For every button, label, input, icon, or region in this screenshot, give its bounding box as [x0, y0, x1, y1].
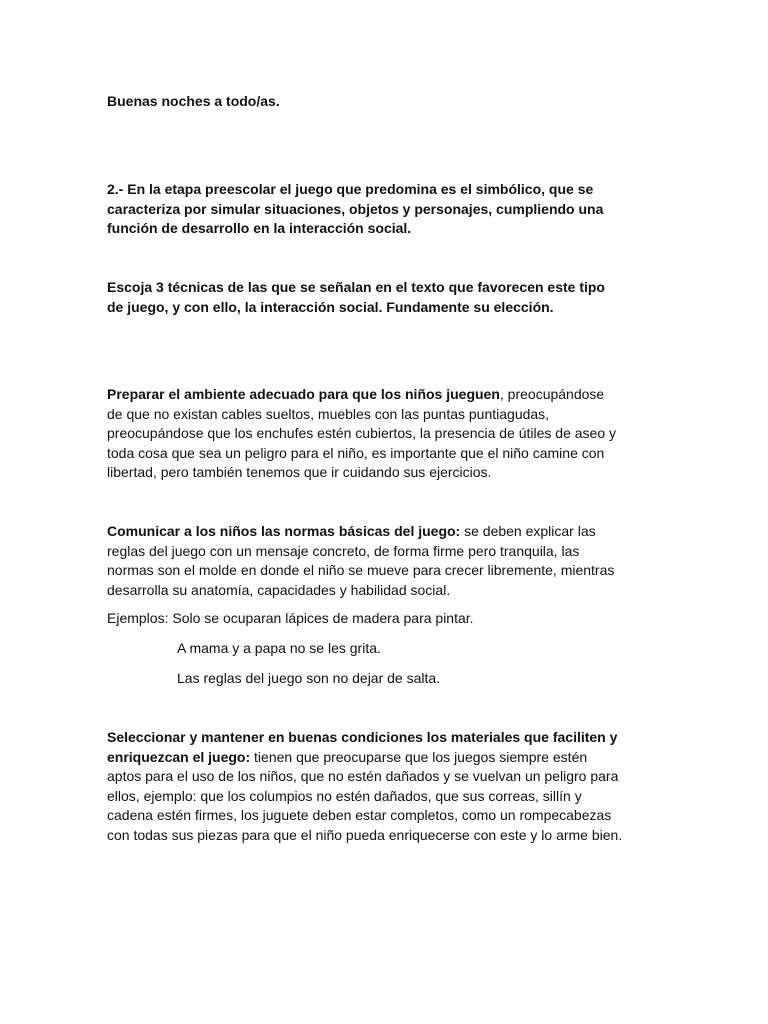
- technique-1-line: libertad, pero también tenemos que ir cuidando sus ejercicios.: [107, 464, 492, 480]
- technique-3-line: aptos para el uso de los niños, que no estén dañados y se vuelvan un peligro para: [107, 768, 619, 784]
- example-line: [107, 609, 667, 629]
- greeting-line: Buenas noches a todo/as.: [107, 93, 280, 109]
- technique-3-heading-end: enriquezcan el juego:: [107, 748, 251, 765]
- technique-2-paragraph: [107, 522, 667, 600]
- technique-1-first-line-rest: , preocupándose: [499, 386, 605, 402]
- technique-1-line: preocupándose que los enchufes estén cubiertos, la presencia de útiles de aseo y: [107, 425, 617, 441]
- technique-2-first-line-rest: se deben explicar las: [460, 523, 596, 539]
- technique-3-second-line-rest: tienen que preocuparse que los juegos siempre estén: [250, 748, 588, 765]
- technique-3-line: con todas sus piezas para que el niño pueda enriquecerse con este y lo arme bien.: [107, 826, 623, 843]
- technique-1-first-line: [107, 385, 667, 405]
- technique-3-paragraph: [107, 728, 667, 845]
- technique-2-line: normas son el molde en donde el niño se mueve para crecer libremente, mientras: [107, 562, 615, 578]
- technique-2-line: reglas del juego con un mensaje concreto, de forma firme pero tranquila, las: [107, 542, 580, 559]
- technique-3-heading-line: Seleccionar y mantener en buenas condiciones los materiales que faciliten y: [107, 729, 618, 745]
- example-item: A mama y a papa no se les grita.: [177, 640, 381, 656]
- technique-1-line: de que no existan cables sueltos, muebles con las puntas puntiagudas,: [107, 405, 550, 422]
- examples-first: [107, 609, 667, 629]
- question-line: caracteriza por simular situaciones, objetos y personajes, cumpliendo una: [107, 200, 604, 217]
- example-second: [177, 639, 657, 659]
- example-item: Las reglas del juego son no dejar de salta.: [177, 670, 441, 686]
- question-paragraph: [107, 180, 667, 239]
- technique-1-paragraph: [107, 385, 667, 483]
- instruction-paragraph: [107, 278, 667, 317]
- instruction-line: Escoja 3 técnicas de las que se señalan en el texto que favorecen este tipo: [107, 279, 605, 295]
- technique-3-line: cadena estén firmes, los juguete deben estar completos, como un rompecabezas: [107, 807, 612, 823]
- technique-2-first-line: [107, 522, 667, 542]
- greeting: [107, 92, 667, 112]
- technique-2-line: desarrolla su anatomía, capacidades y habilidad social.: [107, 581, 451, 598]
- technique-3-line: ellos, ejemplo: que los columpios no estén dañados, que sus correas, sillín y: [107, 787, 582, 804]
- question-line: función de desarrollo en la interacción social.: [107, 220, 412, 236]
- technique-3-second-line: [107, 748, 667, 768]
- technique-1-line: toda cosa que sea un peligro para el niño, es importante que el niño camine con: [107, 444, 605, 461]
- technique-1-heading: Preparar el ambiente adecuado para que los niños jueguen: [107, 386, 500, 402]
- example-third: [177, 669, 657, 689]
- example-item: Solo se ocuparan lápices de madera para pintar.: [172, 610, 474, 626]
- examples-label: Ejemplos:: [107, 610, 169, 626]
- instruction-line: de juego, y con ello, la interacción social. Fundamente su elección.: [107, 298, 554, 315]
- question-line: 2.- En la etapa preescolar el juego que predomina es el simbólico, que se: [107, 181, 594, 197]
- technique-2-heading: Comunicar a los niños las normas básicas del juego:: [107, 523, 461, 539]
